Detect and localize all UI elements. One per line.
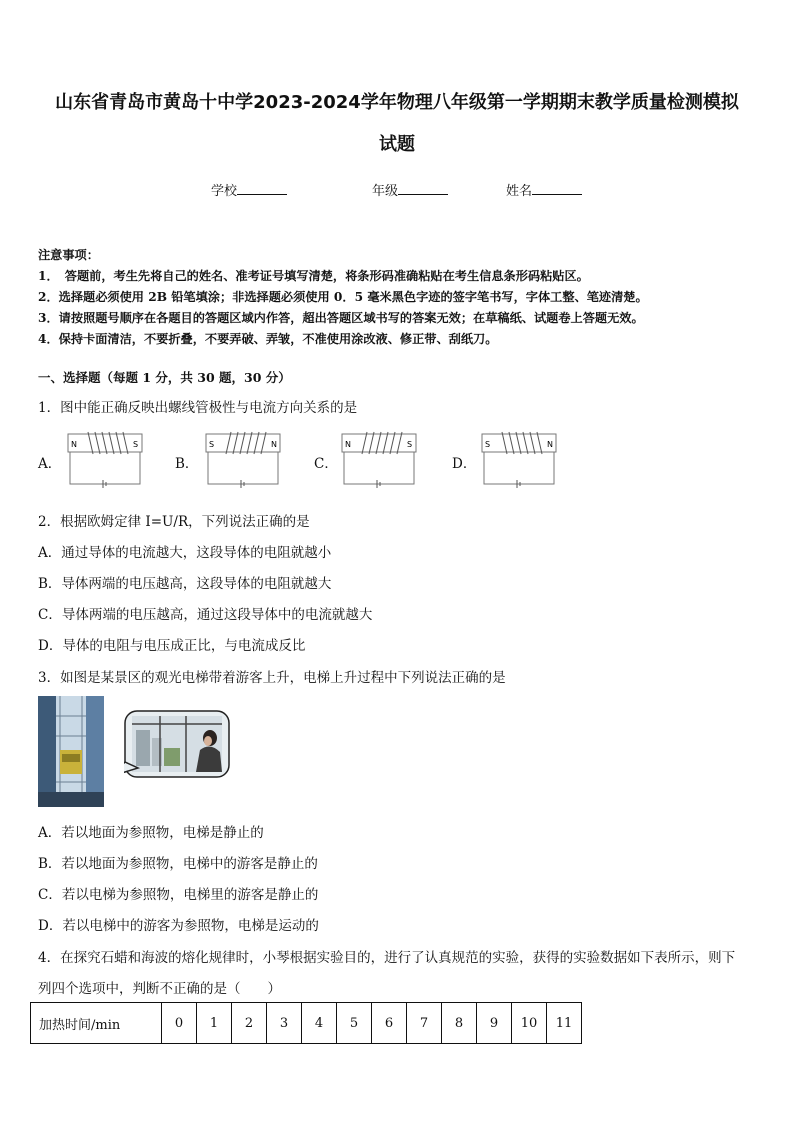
table-cell: 2 — [232, 1003, 267, 1044]
school-label: 学校 — [211, 184, 238, 199]
q1-option-c-solenoid-figure — [336, 428, 422, 490]
q1c-left-pole: N — [345, 440, 351, 449]
q1a-right-pole: S — [133, 440, 139, 449]
q1a-left-pole: N — [71, 440, 77, 449]
table-cell: 8 — [442, 1003, 477, 1044]
table-cell: 3 — [267, 1003, 302, 1044]
name-field[interactable] — [506, 180, 582, 199]
q1c-right-pole: S — [407, 440, 413, 449]
exam-title-line2: 试题 — [379, 134, 415, 155]
grade-blank[interactable] — [398, 182, 448, 195]
notes-heading: 注意事项： — [38, 248, 99, 262]
q1-option-b-solenoid-figure — [200, 428, 286, 490]
name-label: 姓名 — [506, 184, 533, 199]
q3-option-b[interactable]: B．若以地面为参照物，电梯中的游客是静止的 — [38, 856, 318, 872]
question-2-stem: 2．根据欧姆定律 I=U/R，下列说法正确的是 — [38, 514, 310, 530]
q3-option-c[interactable]: C．若以电梯为参照物，电梯里的游客是静止的 — [38, 887, 319, 903]
table-cell: 4 — [302, 1003, 337, 1044]
notes-item: 2．选择题必须使用 2B 铅笔填涂；非选择题必须使用 0．5 毫米黑色字迹的签字笔书写，字体工整、笔迹清楚。 — [38, 290, 648, 304]
q2-option-c[interactable]: C．导体两端的电压越高，通过这段导体中的电流就越大 — [38, 607, 373, 623]
q1-option-c-label[interactable]: C． — [314, 456, 338, 472]
q2-option-d[interactable]: D．导体的电阻与电压成正比，与电流成反比 — [38, 638, 306, 654]
q1b-left-pole: S — [209, 440, 215, 449]
table-cell: 7 — [407, 1003, 442, 1044]
section-title: 一、选择题（每题 1 分，共 30 题，30 分） — [38, 370, 291, 385]
table-cell: 11 — [547, 1003, 582, 1044]
table-cell: 5 — [337, 1003, 372, 1044]
q2-option-b[interactable]: B．导体两端的电压越高，这段导体的电阻就越大 — [38, 576, 332, 592]
q3-option-d[interactable]: D．若以电梯中的游客为参照物，电梯是运动的 — [38, 918, 319, 934]
school-blank[interactable] — [237, 182, 287, 195]
name-blank[interactable] — [532, 182, 582, 195]
question-4-stem-line1: 4．在探究石蜡和海波的熔化规律时，小琴根据实验目的，进行了认真规范的实验，获得的实验数据如下表所示，则下 — [38, 950, 736, 966]
q1-option-d-label[interactable]: D． — [452, 456, 477, 472]
sightseeing-elevator-photo — [38, 696, 104, 807]
question-3-stem: 3．如图是某景区的观光电梯带着游客上升，电梯上升过程中下列说法正确的是 — [38, 670, 506, 686]
table-header-cell: 加热时间/min — [31, 1003, 162, 1044]
q1-option-b-label[interactable]: B． — [175, 456, 199, 472]
q4-data-table — [30, 1002, 582, 1044]
q1b-right-pole: N — [271, 440, 277, 449]
school-field[interactable] — [211, 180, 287, 199]
exam-title-line1: 山东省青岛市黄岛十中学2023-2024学年物理八年级第一学期期末教学质量检测模拟 — [55, 92, 739, 113]
grade-field[interactable] — [372, 180, 448, 199]
question-1-stem: 1．图中能正确反映出螺线管极性与电流方向关系的是 — [38, 400, 358, 416]
q1-option-a-label[interactable]: A． — [38, 456, 62, 472]
table-cell: 0 — [162, 1003, 197, 1044]
q3-option-a[interactable]: A．若以地面为参照物，电梯是静止的 — [38, 825, 264, 841]
question-4-stem-line2: 列四个选项中，判断不正确的是（ ） — [38, 981, 281, 997]
q1-option-a-solenoid-figure — [62, 428, 148, 490]
q1d-left-pole: S — [485, 440, 491, 449]
notes-item: 4．保持卡面清洁，不要折叠，不要弄破、弄皱，不准使用涂改液、修正带、刮纸刀。 — [38, 332, 498, 346]
notes-item: 1． 答题前，考生先将自己的姓名、准考证号填写清楚，将条形码准确粘贴在考生信息条形码粘贴区。 — [38, 269, 589, 283]
notes-block — [38, 245, 758, 350]
table-row — [31, 1003, 582, 1044]
table-cell: 9 — [477, 1003, 512, 1044]
tourist-in-elevator-photo — [124, 710, 230, 778]
table-cell: 10 — [512, 1003, 547, 1044]
grade-label: 年级 — [372, 184, 399, 199]
q1-option-d-solenoid-figure — [476, 428, 562, 490]
q1d-right-pole: N — [547, 440, 553, 449]
table-cell: 6 — [372, 1003, 407, 1044]
q2-option-a[interactable]: A．通过导体的电流越大，这段导体的电阻就越小 — [38, 545, 332, 561]
notes-item: 3．请按照题号顺序在各题目的答题区域内作答，超出答题区域书写的答案无效；在草稿纸、试题卷上答题无效。 — [38, 311, 644, 325]
table-cell: 1 — [197, 1003, 232, 1044]
